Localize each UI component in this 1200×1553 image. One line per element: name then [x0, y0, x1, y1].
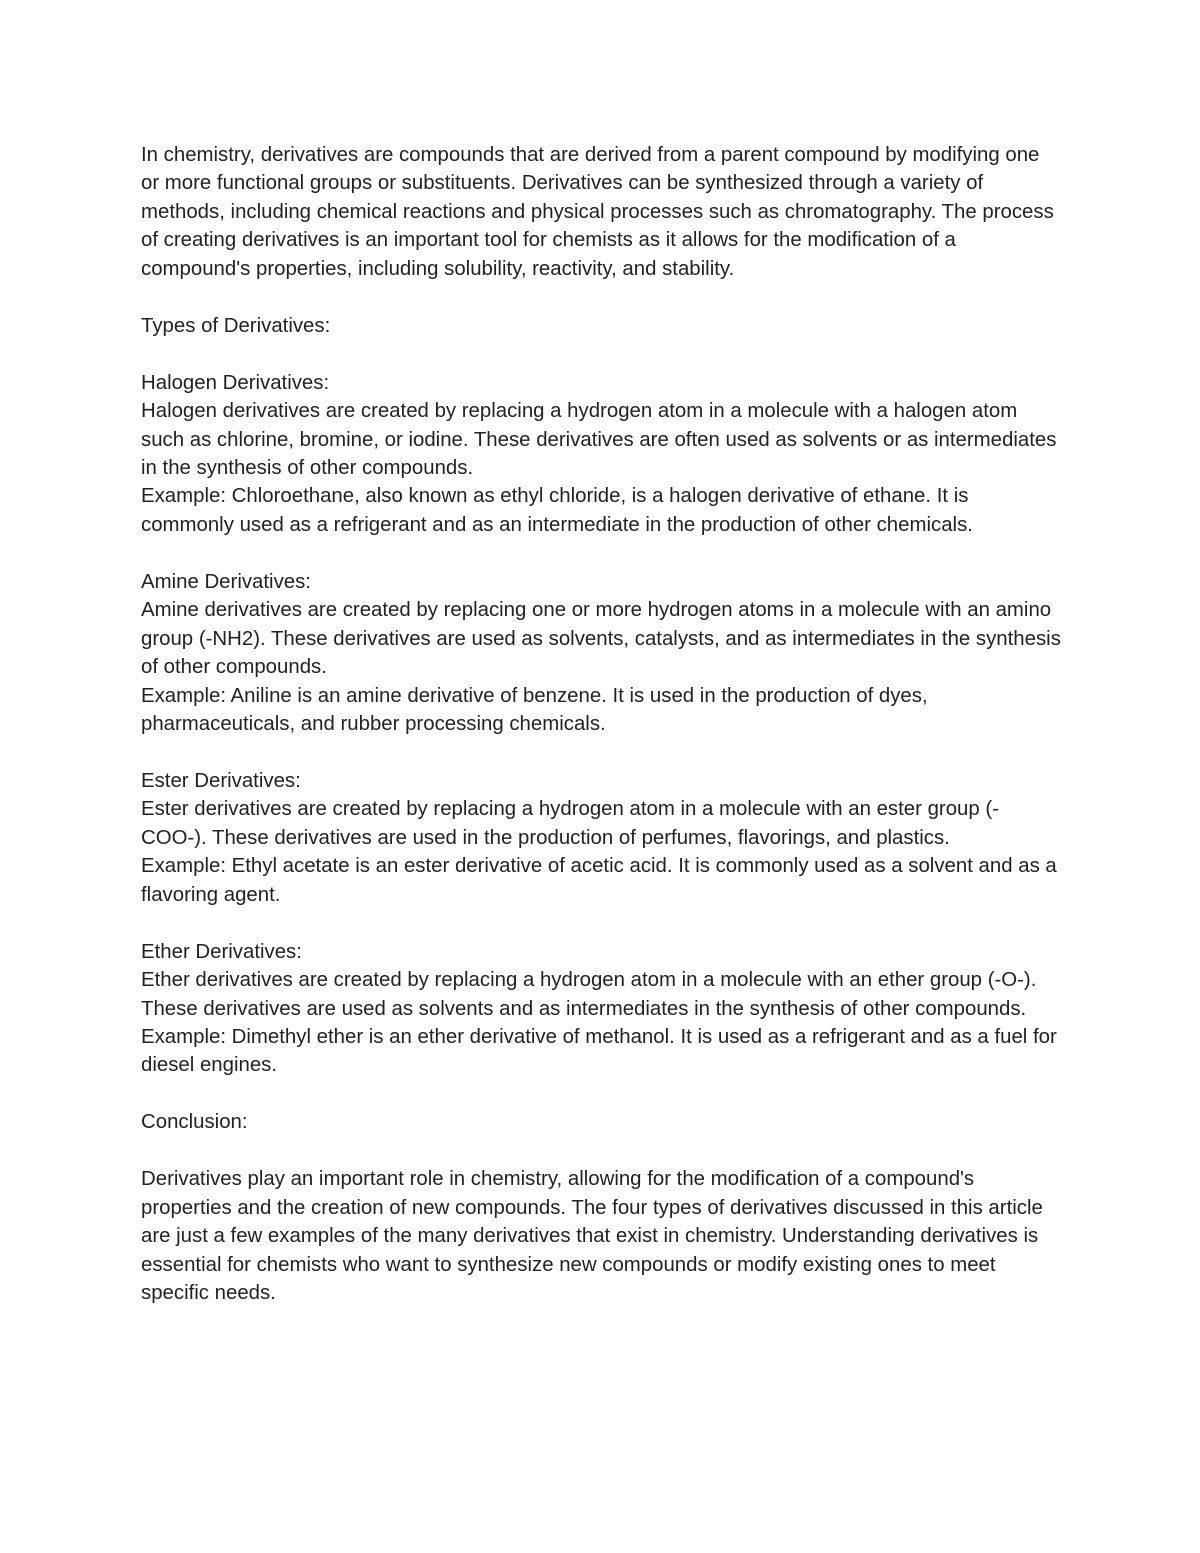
section-description: Ether derivatives are created by replacing a hydrogen atom in a molecule with an ether group (-O-). These derivatives are used as solvents and as intermediates in the synthesis of other compounds.	[141, 969, 1037, 1020]
section-amine	[141, 568, 1061, 739]
section-example: Example: Ethyl acetate is an ester derivative of acetic acid. It is commonly used as a solvent and as a flavoring agent.	[141, 855, 1057, 906]
paragraph-spacer	[141, 738, 1061, 766]
paragraph-spacer	[141, 909, 1061, 937]
paragraph-spacer	[141, 1137, 1061, 1165]
conclusion-paragraph: Derivatives play an important role in chemistry, allowing for the modification of a compound's properties and the creation of new compounds. The four types of derivatives discussed in this article are just a few examples of the many derivatives that exist in chemistry. Understanding derivatives is essential for chemists who want to synthesize new compounds or modify existing ones to meet specific needs.	[141, 1168, 1043, 1305]
section-example: Example: Dimethyl ether is an ether derivative of methanol. It is used as a refrigerant and as a fuel for diesel engines.	[141, 1025, 1057, 1077]
section-description: Amine derivatives are created by replacing one or more hydrogen atoms in a molecule with an amino group (-NH2). These derivatives are used as solvents, catalysts, and as intermediates in the synthesis of other compounds.	[141, 599, 1061, 679]
section-ether	[141, 938, 1061, 1080]
section-heading: Ether Derivatives:	[141, 940, 302, 963]
section-example: Example: Chloroethane, also known as ethyl chloride, is a halogen derivative of ethane. It is commonly used as a refrigerant and as an intermediate in the production of other chemicals.	[141, 485, 973, 536]
document-body	[141, 141, 1061, 1307]
section-halogen	[141, 369, 1061, 540]
types-heading: Types of Derivatives:	[141, 314, 331, 337]
section-description: Halogen derivatives are created by replacing a hydrogen atom in a molecule with a halogen atom such as chlorine, bromine, or iodine. These derivatives are often used as solvents or as intermediates in the synthesis of other compounds.	[141, 400, 1057, 479]
section-example: Example: Aniline is an amine derivative of benzene. It is used in the production of dyes, pharmaceuticals, and rubber processing chemicals.	[141, 684, 928, 736]
conclusion-heading: Conclusion:	[141, 1111, 248, 1134]
section-ester	[141, 767, 1061, 909]
paragraph-spacer	[141, 539, 1061, 567]
intro-paragraph: In chemistry, derivatives are compounds that are derived from a parent compound by modifying one or more functional groups or substituents. Derivatives can be synthesized through a variety of methods, including chemical reactions and physical processes such as chromatography. The process of creating derivatives is an important tool for chemists as it allows for the modification of a compound's properties, including solubility, reactivity, and stability.	[141, 144, 1054, 280]
section-heading: Amine Derivatives:	[141, 570, 311, 593]
paragraph-spacer	[141, 340, 1061, 368]
section-description: Ester derivatives are created by replacing a hydrogen atom in a molecule with an ester group (-COO-). These derivatives are used in the production of perfumes, flavorings, and plastics.	[141, 798, 999, 849]
paragraph-spacer	[141, 1080, 1061, 1108]
section-heading: Halogen Derivatives:	[141, 371, 330, 394]
paragraph-spacer	[141, 283, 1061, 311]
section-heading: Ester Derivatives:	[141, 769, 301, 792]
